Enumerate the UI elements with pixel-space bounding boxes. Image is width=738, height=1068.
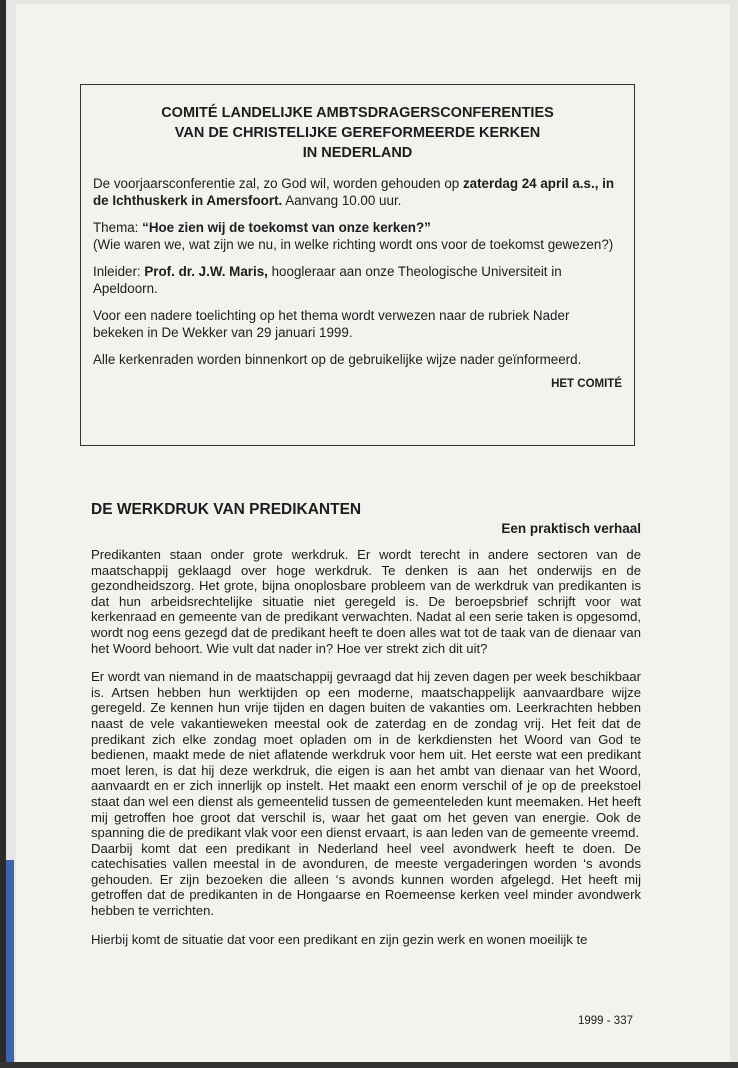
article-paragraph-1: Predikanten staan onder grote werkdruk. Er wordt terecht in andere sectoren van de maatschappij geklaagd over hoge werkdruk. Te denken is aan het onderwijs en de gezondheidszorg. Het grote, bijna onoplosbare probleem van de werkdruk van predikanten is dat hun arbeidsrechtelijke situatie niet geregeld is. De beroepsbrief schrijft voor wat kerkenraad en gemeente van de predikant verwachten. Nadat al een serie taken is opgesomd, wordt nog eens gezegd dat de predikant heeft te doen alles wat tot de taak van de dienaar van het Woord behoort. Wie vult dat nader in? Hoe ver strekt zich dit uit? xyxy=(91,547,641,656)
scan-binding-strip xyxy=(6,860,14,1068)
date-location: zaterdag 24 april a.s., in de Ichthuskerk in Amersfoort. xyxy=(93,176,615,208)
announcement-title-line-1: COMITÉ LANDELIJKE AMBTSDRAGERSCONFERENTIES xyxy=(161,105,554,121)
speaker-name: Prof. dr. J.W. Maris, xyxy=(144,264,268,279)
announcement-speaker-paragraph xyxy=(93,263,622,297)
scan-bottom-edge xyxy=(0,1062,738,1068)
theme-explanation: (Wie waren we, wat zijn we nu, in welke richting wordt ons voor de toekomst gewezen?) xyxy=(93,237,614,252)
speaker-label: Inleider: xyxy=(93,264,145,279)
date-intro: De voorjaarsconferentie zal, zo God wil, worden gehouden op xyxy=(93,176,463,191)
speaker-role: hoogleraar aan onze Theologische Universiteit in Apeldoorn. xyxy=(93,264,562,296)
article-title: DE WERKDRUK VAN PREDIKANTEN xyxy=(91,501,362,518)
theme-label: Thema: xyxy=(93,220,143,235)
article-paragraph-4: Hierbij komt de situatie dat voor een predikant en zijn gezin werk en wonen moeilijk te xyxy=(91,931,588,947)
announcement-title-line-2: VAN DE CHRISTELIJKE GEREFORMEERDE KERKEN xyxy=(174,125,541,141)
page-number: 1999 - 337 xyxy=(578,1015,633,1027)
announcement-reference-paragraph: Voor een nadere toelichting op het thema wordt verwezen naar de rubriek Nader bekeken in De Wekker van 29 januari 1999. xyxy=(93,308,570,340)
announcement-signature: HET COMITÉ xyxy=(551,378,622,390)
article-paragraph-3: Daarbij komt dat een predikant in Nederland heel veel avondwerk heeft te doen. De catechisaties vallen meestal in de avonduren, de meeste vergaderingen worden ‘s avonds gehouden. Er zijn bezoeken die alleen ‘s avonds kunnen worden afgelegd. Het heeft mij getroffen dat de predikanten in de Hongaarse en Roemeense kerken veel minder avondwerk hebben te verrichten. xyxy=(91,840,641,919)
announcement-box xyxy=(80,84,635,446)
article xyxy=(91,500,641,960)
announcement-title-line-3: IN NEDERLAND xyxy=(302,145,413,161)
theme-title: “Hoe zien wij de toekomst van onze kerken?” xyxy=(142,220,431,235)
article-subtitle: Een praktisch verhaal xyxy=(501,521,641,536)
article-paragraph-2: Er wordt van niemand in de maatschappij gevraagd dat hij zeven dagen per week beschikbaar is. Artsen hebben hun werktijden op een moderne, maatschappelijk aanvaardbare wijze geregeld. Ze kennen hun vrije tijden en dagen buiten de vakanties om. Leerkrachten hebben naast de vele vakantieweken meestal ook de zaterdag en de zondag vrij. Het feit dat de predikant zich elke zondag moet opladen om in de kerkdiensten het Woord van God te bedienen, maakt mede de niet aflatende werkdruk voor hem uit. Het eerste wat een predikant moet leren, is dat hij deze werkdruk, die eigen is aan het ambt van dienaar van het Woord, aanvaardt en er zich innerlijk op instelt. Het maakt een enorm verschil of je op de preekstoel staat dan wel een dienst als gemeentelid tussen de gemeenteleden kunt meemaken. Het heeft mij getroffen hoe groot dat verschil is, waar het gaat om het geven van energie. Ook de spanning die de predikant vlak voor een dienst ervaart, is aan leden van de gemeente vreemd. xyxy=(91,669,641,841)
announcement-notice-paragraph: Alle kerkenraden worden binnenkort op de gebruikelijke wijze nader geïnformeerd. xyxy=(93,352,582,367)
announcement-date-paragraph xyxy=(93,175,622,209)
start-time: Aanvang 10.00 uur. xyxy=(282,193,402,208)
announcement-theme-paragraph xyxy=(93,219,622,253)
announcement-title xyxy=(93,103,622,163)
